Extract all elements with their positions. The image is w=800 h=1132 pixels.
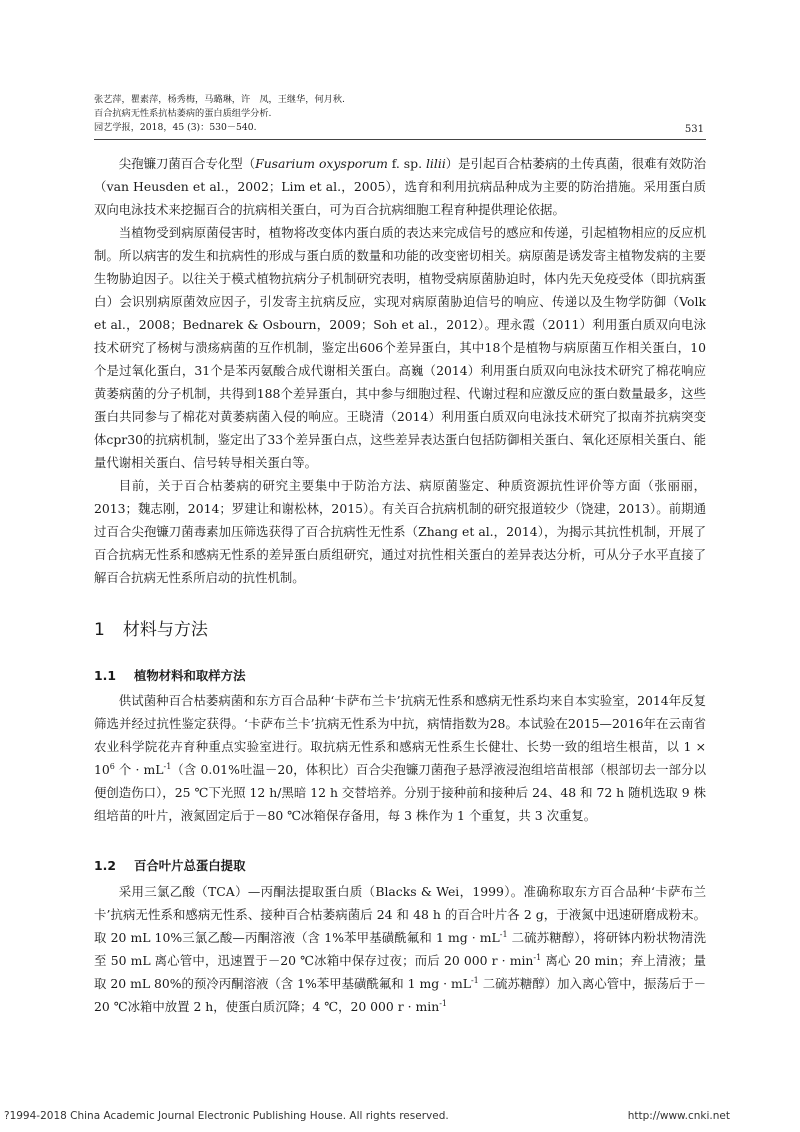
paragraph: 采用三氯乙酸（TCA）—丙酮法提取蛋白质（Blacks & Wei，1999）。准确称取东方百合品种‘卡萨布兰卡’抗病无性系和感病无性系、接种百合枯萎病菌后 24 和 48 h 的百合叶片各 2 g，于液氮中迅速研磨成粉末。取 20 mL 10%三氯乙酸—丙酮溶液（含 1%苯甲基磺酰氟和 1 mg · $mL^{-1}$ 二硫苏糖醇），将研钵内粉状物清洗至 50 mL 离心管中，迅速置于－20 ℃冰箱中保存过夜；而后 20 000 $r \cdot \min^{-1}$ 离心 20 min；弃上清液；量取 20 mL 80%的预冷丙酮溶液（含 1%苯甲基磺酰氟和 1 mg · $mL^{-1}$ 二硫苏糖醇）加入离心管中，振荡后于－20 ℃冰箱中放置 2 h，使蛋白质沉降；4 ℃，20 000 $r \cdot \min^{-1}$ <box>94 884 706 1014</box>
header-journal-citation: 园艺学报，2018，45 (3)：530－540. <box>94 122 257 133</box>
running-header <box>94 93 704 135</box>
subsection-title: 植物材料和取样方法 <box>133 668 246 683</box>
header-authors: 张艺萍，瞿素萍，杨秀梅，马璐琳，许 凤，王继华，何月秋. <box>94 94 345 105</box>
section-number: 1 <box>94 620 105 640</box>
subsection-1-2-body <box>94 880 706 1018</box>
section-heading-1 <box>94 618 226 642</box>
introduction <box>94 152 706 589</box>
header-rule <box>94 139 706 140</box>
species-name: Fusarium oxysporum <box>255 156 388 171</box>
header-article-title: 百合抗病无性系抗枯萎病的蛋白质组学分析. <box>94 108 272 119</box>
copyright-notice: ?1994-2018 China Academic Journal Electronic Publishing House. All rights reserved. <box>4 1110 449 1122</box>
subsection-heading-1-2 <box>94 856 245 876</box>
section-title: 材料与方法 <box>122 620 208 640</box>
subsection-title: 百合叶片总蛋白提取 <box>133 858 246 873</box>
intro-paragraph-3: 目前，关于百合枯萎病的研究主要集中于防治方法、病原菌鉴定、种质资源抗性评价等方面（张丽丽，2013；魏志刚，2014；罗建让和谢松林，2015）。有关百合抗病机制的研究报道较少（饶建，2013）。前期通过百合尖孢镰刀菌毒素加压筛选获得了百合抗病性无性系（Zhang et al.，2014），为揭示其抗性机制，开展了百合抗病无性系和感病无性系的差异蛋白质组研究，通过对抗性相关蛋白的差异表达分析，可从分子水平直接了解百合抗病无性系所启动的抗性机制。 <box>94 478 706 585</box>
page-number: 531 <box>684 124 704 135</box>
intro-paragraph-1: 尖孢镰刀菌百合专化型（Fusarium oxysporum f. sp. lilii）是引起百合枯萎病的土传真菌，很难有效防治（van Heusden et al.，2002；Lim et al.，2005），选育和利用抗病品种成为主要的防治措施。采用蛋白质双向电泳技术来挖掘百合的抗病相关蛋白，可为百合抗病细胞工程育种提供理论依据。 <box>94 156 706 217</box>
subsection-1-1-body <box>94 689 706 827</box>
subsection-number: 1.2 <box>94 858 116 873</box>
paragraph: 供试菌种百合枯萎病菌和东方百合品种‘卡萨布兰卡’抗病无性系和感病无性系均来自本实验室，2014年反复筛选并经过抗性鉴定获得。‘卡萨布兰卡’抗病无性系为中抗，病情指数为28。本试验在2015—2016年在云南省农业科学院花卉育种重点实验室进行。取抗病无性系和感病无性系生长健壮、长势一致的组培生根苗，以 $1 \times 10^6$ 个 · $mL^{-1}$（含 0.01%吐温－20，体积比）百合尖孢镰刀菌孢子悬浮液浸泡组培苗根部（根部切去一部分以便创造伤口），25 ℃下光照 12 h/黑暗 12 h 交替培养。分别于接种前和接种后 24、48 和 72 h 随机选取 9 株组培苗的叶片，液氮固定后于－80 ℃冰箱保存备用，每 3 株作为 1 个重复，共 3 次重复。 <box>94 693 706 823</box>
intro-paragraph-2: 当植物受到病原菌侵害时，植物将改变体内蛋白质的表达来完成信号的感应和传递，引起植物相应的反应机制。所以病害的发生和抗病性的形成与蛋白质的数量和功能的改变密切相关。病原菌是诱发寄主植物发病的主要生物胁迫因子。以往关于模式植物抗病分子机制研究表明，植物受病原菌胁迫时，体内先天免疫受体（即抗病蛋白）会识别病原菌效应因子，引发寄主抗病反应，实现对病原菌胁迫信号的响应、传递以及生物学防御（Volk et al.，2008；Bednarek & Osbourn，2009；Soh et al.，2012）。理永霞（2011）利用蛋白质双向电泳技术研究了杨树与溃疡病菌的互作机制，鉴定出606个差异蛋白，其中18个是植物与病原菌互作相关蛋白，10个是过氧化蛋白，31个是苯丙氨酸合成代谢相关蛋白。高巍（2014）利用蛋白质双向电泳技术研究了棉花响应黄萎病菌的分子机制，共得到188个差异蛋白，其中参与细胞过程、代谢过程和应激反应的蛋白数量最多，这些蛋白共同参与了棉花对黄萎病菌入侵的响应。王晓清（2014）利用蛋白质双向电泳技术研究了拟南芥抗病突变体cpr30的抗病机制，鉴定出了33个差异蛋白点，这些差异表达蛋白包括防御相关蛋白、氧化还原相关蛋白、能量代谢相关蛋白、信号转导相关蛋白等。 <box>94 225 706 470</box>
subsection-number: 1.1 <box>94 668 116 683</box>
subsection-heading-1-1 <box>94 666 245 686</box>
footer-url-link[interactable]: http://www.cnki.net <box>627 1110 730 1122</box>
forma-name: lilii <box>425 156 446 171</box>
